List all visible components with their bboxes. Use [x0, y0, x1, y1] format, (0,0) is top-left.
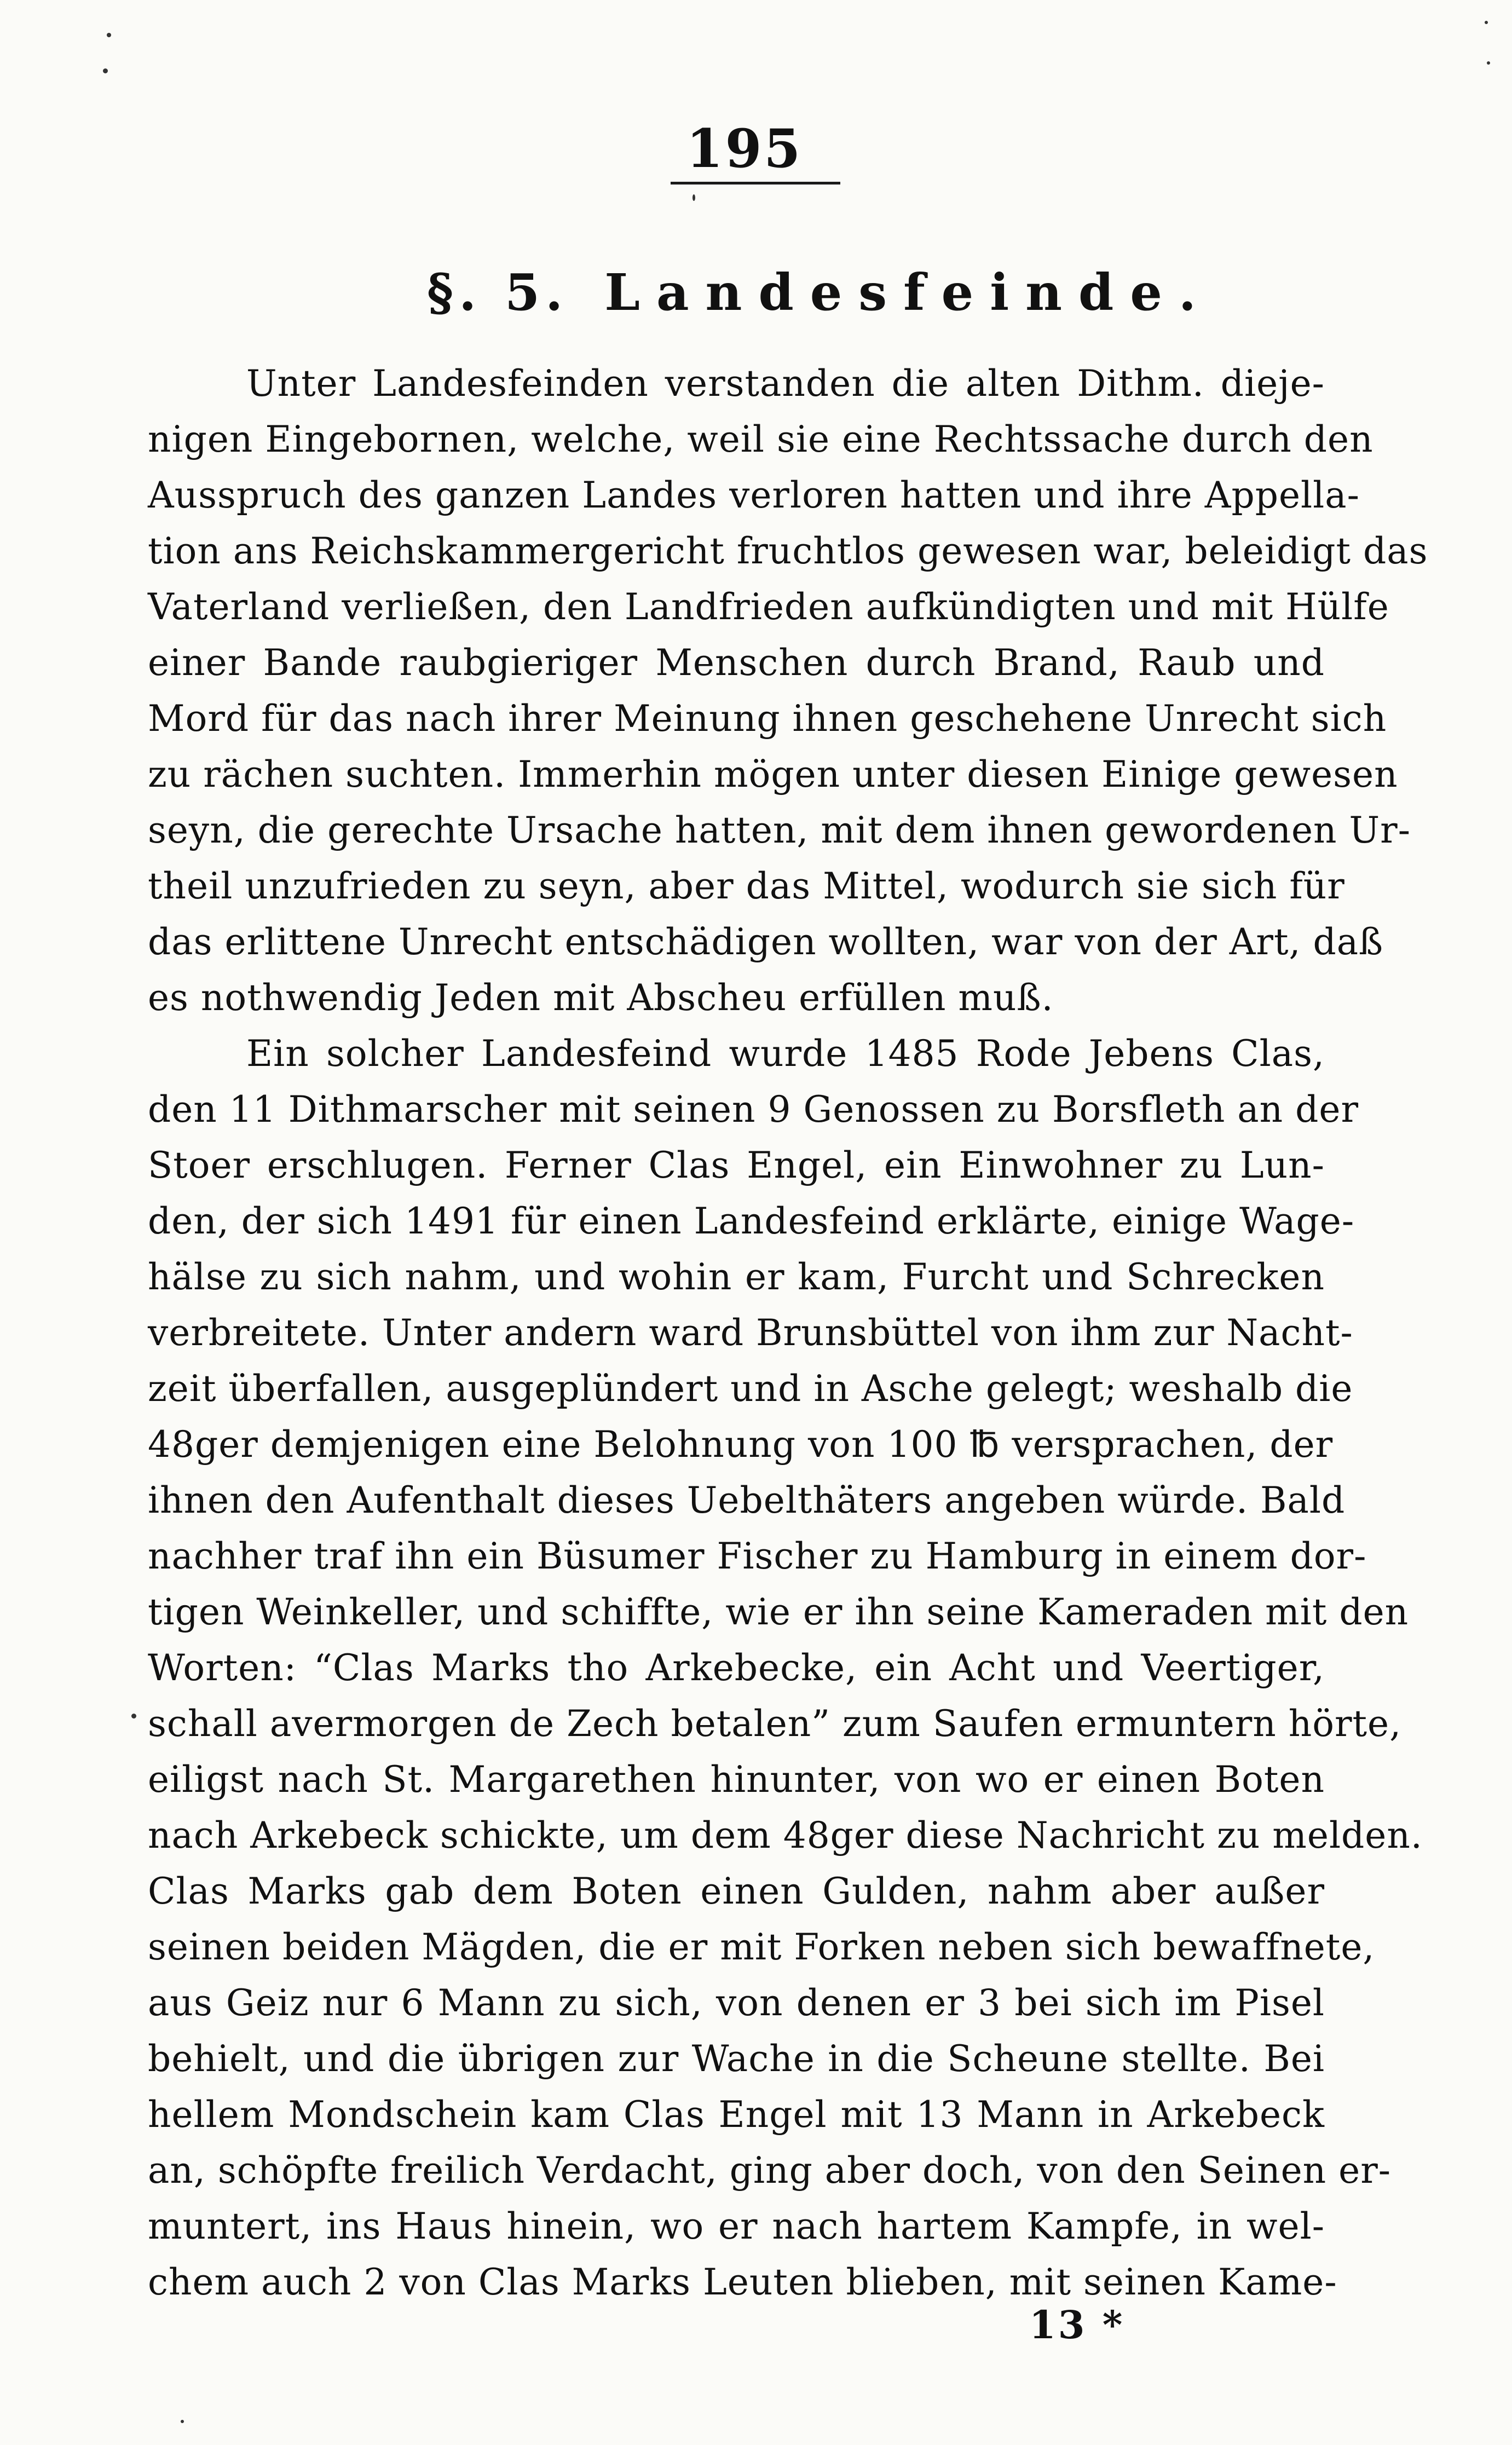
- text-line: zu rächen suchten. Immerhin mögen unter diesen Einige gewesen: [148, 753, 1398, 795]
- scan-speck: [692, 194, 695, 201]
- scan-speck: [1487, 61, 1490, 65]
- section-title: Landesfeinde.: [604, 263, 1213, 322]
- text-line: aus Geiz nur 6 Mann zu sich, von denen er 3 bei sich im Pisel: [148, 1982, 1325, 2024]
- text-line: tion ans Reichskammergericht fruchtlos gewesen war, beleidigt das: [148, 530, 1428, 572]
- text-line: nigen Eingebornen, welche, weil sie eine Rechtssache durch den: [148, 418, 1374, 460]
- body-text: [148, 356, 1428, 2310]
- text-line: an, schöpfte freilich Verdacht, ging aber doch, von den Seinen er-: [148, 2149, 1392, 2192]
- page-number: 195: [686, 118, 803, 180]
- text-line: Clas Marks gab dem Boten einen Gulden, nahm aber außer: [148, 1870, 1325, 1912]
- header-rule: [671, 182, 840, 184]
- text-line: theil unzufrieden zu seyn, aber das Mittel, wodurch sie sich für: [148, 865, 1345, 907]
- text-line: seyn, die gerechte Ursache hatten, mit dem ihnen gewordenen Ur-: [148, 809, 1411, 851]
- text-line: Stoer erschlugen. Ferner Clas Engel, ein Einwohner zu Lun-: [148, 1144, 1325, 1186]
- text-line: einer Bande raubgieriger Menschen durch Brand, Raub und: [148, 642, 1325, 684]
- section-heading: [427, 263, 1213, 322]
- text-line: den 11 Dithmarscher mit seinen 9 Genossen zu Borsfleth an der: [148, 1088, 1359, 1131]
- text-line: nachher traf ihn ein Büsumer Fischer zu Hamburg in einem dor-: [148, 1535, 1367, 1577]
- scan-speck: [131, 1714, 136, 1719]
- signature-mark: 13 *: [1029, 2302, 1125, 2348]
- text-line: Ausspruch des ganzen Landes verloren hatten und ihre Appella-: [148, 474, 1360, 516]
- text-line: verbreitete. Unter andern ward Brunsbüttel von ihm zur Nacht-: [148, 1312, 1353, 1354]
- text-line: hellem Mondschein kam Clas Engel mit 13 Mann in Arkebeck: [148, 2094, 1325, 2136]
- text-line: behielt, und die übrigen zur Wache in die Scheune stellte. Bei: [148, 2038, 1325, 2080]
- text-line: muntert, ins Haus hinein, wo er nach hartem Kampfe, in wel-: [148, 2205, 1325, 2247]
- text-line: seinen beiden Mägden, die er mit Forken neben sich bewaffnete,: [148, 1926, 1375, 1968]
- text-line: Unter Landesfeinden verstanden die alten Dithm. dieje-: [246, 362, 1325, 405]
- text-line: das erlittene Unrecht entschädigen wollten, war von der Art, daß: [148, 921, 1384, 963]
- text-line: schall avermorgen de Zech betalen” zum Saufen ermuntern hörte,: [148, 1703, 1402, 1745]
- text-line: hälse zu sich nahm, und wohin er kam, Furcht und Schrecken: [148, 1256, 1325, 1298]
- text-line: chem auch 2 von Clas Marks Leuten blieben, mit seinen Kame-: [148, 2261, 1337, 2303]
- text-line: ihnen den Aufenthalt dieses Uebelthäters angeben würde. Bald: [148, 1479, 1346, 1521]
- scan-speck: [103, 68, 108, 73]
- text-line: nach Arkebeck schickte, um dem 48ger diese Nachricht zu melden.: [148, 1814, 1423, 1856]
- text-line: eiligst nach St. Margarethen hinunter, von wo er einen Boten: [148, 1758, 1325, 1801]
- scan-speck: [107, 33, 111, 37]
- text-line: Ein solcher Landesfeind wurde 1485 Rode Jebens Clas,: [246, 1033, 1325, 1075]
- scan-speck: [181, 2420, 184, 2423]
- text-line: zeit überfallen, ausgeplündert und in Asche gelegt; weshalb die: [148, 1368, 1353, 1410]
- text-line: Vaterland verließen, den Landfrieden aufkündigten und mit Hülfe: [148, 586, 1389, 628]
- text-line: es nothwendig Jeden mit Abscheu erfüllen muß.: [148, 977, 1054, 1019]
- text-line: 48ger demjenigen eine Belohnung von 100 ℔ versprachen, der: [148, 1423, 1334, 1466]
- text-line: Mord für das nach ihrer Meinung ihnen geschehene Unrecht sich: [148, 697, 1387, 740]
- text-line: Worten: “Clas Marks tho Arkebecke, ein Acht und Veertiger,: [148, 1647, 1325, 1689]
- section-number: §. 5.: [427, 263, 569, 322]
- scan-speck: [1485, 21, 1488, 24]
- text-line: den, der sich 1491 für einen Landesfeind erklärte, einige Wage-: [148, 1200, 1355, 1242]
- text-line: tigen Weinkeller, und schiffte, wie er ihn seine Kameraden mit den: [148, 1591, 1409, 1633]
